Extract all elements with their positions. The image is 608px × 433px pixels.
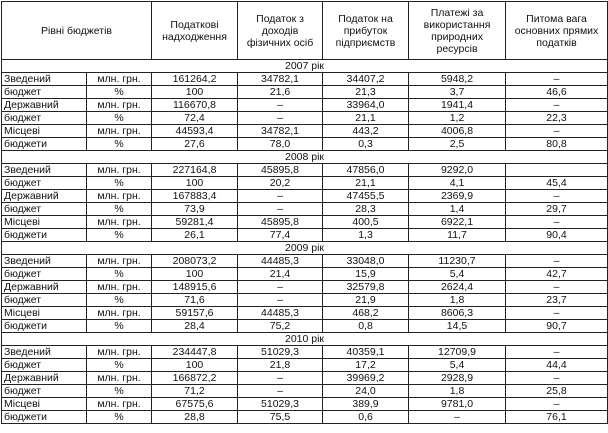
level-name-cell: Державний [2,372,87,385]
level-name-cell: бюджет [2,86,87,99]
year-label: 2009 рік [2,242,608,255]
level-name-cell: Зведений [2,255,87,268]
header-levels: Рівні бюджетів [2,2,152,60]
tax-revenue-cell: 148915,6 [152,281,238,294]
tax-revenue-cell: 73,9 [152,203,238,216]
direct-tax-share-cell: 90,7 [506,320,608,333]
resource-payments-cell: 1,4 [409,203,506,216]
year-row [2,60,608,73]
direct-tax-share-cell: – [506,346,608,359]
corporate-profit-tax-cell: 468,2 [323,307,409,320]
table-row [2,216,608,229]
resource-payments-cell: 2369,9 [409,190,506,203]
header-row [2,2,608,60]
direct-tax-share-cell: 76,1 [506,411,608,424]
direct-tax-share-cell: – [506,307,608,320]
direct-tax-share-cell: 25,8 [506,385,608,398]
year-row [2,242,608,255]
unit-cell: % [87,411,152,424]
unit-cell: млн. грн. [87,125,152,138]
corporate-profit-tax-cell: 34407,2 [323,73,409,86]
resource-payments-cell: 11,7 [409,229,506,242]
resource-payments-cell: 5948,2 [409,73,506,86]
resource-payments-cell: – [409,411,506,424]
level-name-cell: Державний [2,281,87,294]
table-row [2,73,608,86]
corporate-profit-tax-cell: 21,1 [323,112,409,125]
unit-cell: % [87,320,152,333]
direct-tax-share-cell: 45,4 [506,177,608,190]
table-row [2,177,608,190]
table-row [2,86,608,99]
corporate-profit-tax-cell: 33048,0 [323,255,409,268]
header-tax-revenue: Податкові надходження [152,2,238,60]
table-row [2,307,608,320]
tax-revenue-cell: 167883,4 [152,190,238,203]
level-name-cell: Зведений [2,346,87,359]
personal-income-tax-cell: 45895,8 [238,216,323,229]
corporate-profit-tax-cell: 443,2 [323,125,409,138]
unit-cell: млн. грн. [87,73,152,86]
direct-tax-share-cell: – [506,216,608,229]
level-name-cell: Зведений [2,164,87,177]
resource-payments-cell: 1,2 [409,112,506,125]
tax-revenue-cell: 161264,2 [152,73,238,86]
corporate-profit-tax-cell: 24,0 [323,385,409,398]
tax-revenue-cell: 100 [152,177,238,190]
direct-tax-share-cell: – [506,255,608,268]
direct-tax-share-cell: – [506,398,608,411]
unit-cell: млн. грн. [87,307,152,320]
corporate-profit-tax-cell: 47856,0 [323,164,409,177]
corporate-profit-tax-cell: 33964,0 [323,99,409,112]
resource-payments-cell: 9781,0 [409,398,506,411]
level-name-cell: Державний [2,190,87,203]
table-row [2,346,608,359]
tax-revenue-cell: 234447,8 [152,346,238,359]
year-row [2,151,608,164]
corporate-profit-tax-cell: 21,1 [323,177,409,190]
level-name-cell: Місцеві [2,398,87,411]
tax-revenue-cell: 26,1 [152,229,238,242]
tax-revenue-cell: 59157,6 [152,307,238,320]
resource-payments-cell: 11230,7 [409,255,506,268]
corporate-profit-tax-cell: 400,5 [323,216,409,229]
tax-revenue-cell: 71,2 [152,385,238,398]
header-resource-payments: Платежі за використання природних ресурсів [409,2,506,60]
personal-income-tax-cell: 78,0 [238,138,323,151]
table-row [2,138,608,151]
corporate-profit-tax-cell: 28,3 [323,203,409,216]
personal-income-tax-cell: – [238,190,323,203]
direct-tax-share-cell: 80,8 [506,138,608,151]
corporate-profit-tax-cell: 0,8 [323,320,409,333]
tax-revenue-cell: 71,6 [152,294,238,307]
resource-payments-cell: 5,4 [409,359,506,372]
level-name-cell: Місцеві [2,125,87,138]
personal-income-tax-cell: 45895,8 [238,164,323,177]
level-name-cell: бюджет [2,268,87,281]
personal-income-tax-cell: 75,5 [238,411,323,424]
direct-tax-share-cell: 29,7 [506,203,608,216]
table-body [2,60,608,424]
unit-cell: % [87,268,152,281]
corporate-profit-tax-cell: 21,9 [323,294,409,307]
year-label: 2010 рік [2,333,608,346]
unit-cell: млн. грн. [87,164,152,177]
personal-income-tax-cell: 34782,1 [238,125,323,138]
tax-revenue-cell: 44593,4 [152,125,238,138]
resource-payments-cell: 1,8 [409,294,506,307]
corporate-profit-tax-cell: 21,3 [323,86,409,99]
personal-income-tax-cell: – [238,385,323,398]
level-name-cell: бюджети [2,138,87,151]
corporate-profit-tax-cell: 40359,1 [323,346,409,359]
unit-cell: % [87,203,152,216]
level-name-cell: Місцеві [2,307,87,320]
direct-tax-share-cell: 22,3 [506,112,608,125]
header-personal-income-tax: Податок з доходів фізичних осіб [238,2,323,60]
level-name-cell: бюджет [2,359,87,372]
unit-cell: % [87,177,152,190]
corporate-profit-tax-cell: 39969,2 [323,372,409,385]
unit-cell: млн. грн. [87,372,152,385]
budget-tax-table [1,1,608,424]
tax-revenue-cell: 100 [152,268,238,281]
unit-cell: млн. грн. [87,216,152,229]
table-row [2,372,608,385]
direct-tax-share-cell: 90,4 [506,229,608,242]
corporate-profit-tax-cell: 0,6 [323,411,409,424]
tax-revenue-cell: 28,8 [152,411,238,424]
resource-payments-cell: 2624,4 [409,281,506,294]
unit-cell: млн. грн. [87,281,152,294]
personal-income-tax-cell: – [238,112,323,125]
level-name-cell: бюджет [2,177,87,190]
unit-cell: % [87,138,152,151]
personal-income-tax-cell: – [238,294,323,307]
table-row [2,411,608,424]
unit-cell: % [87,229,152,242]
unit-cell: млн. грн. [87,99,152,112]
table-row [2,99,608,112]
personal-income-tax-cell: 75,2 [238,320,323,333]
tax-revenue-cell: 116670,8 [152,99,238,112]
table-row [2,125,608,138]
table-row [2,112,608,125]
unit-cell: млн. грн. [87,255,152,268]
direct-tax-share-cell: – [506,190,608,203]
personal-income-tax-cell: 21,4 [238,268,323,281]
corporate-profit-tax-cell: 32579,8 [323,281,409,294]
level-name-cell: Місцеві [2,216,87,229]
table-row [2,229,608,242]
corporate-profit-tax-cell: 15,9 [323,268,409,281]
corporate-profit-tax-cell: 17,2 [323,359,409,372]
tax-revenue-cell: 100 [152,359,238,372]
corporate-profit-tax-cell: 47455,5 [323,190,409,203]
resource-payments-cell: 1,8 [409,385,506,398]
resource-payments-cell: 4006,8 [409,125,506,138]
table-row [2,385,608,398]
resource-payments-cell: 1941,4 [409,99,506,112]
tax-revenue-cell: 227164,8 [152,164,238,177]
tax-revenue-cell: 72,4 [152,112,238,125]
personal-income-tax-cell: 34782,1 [238,73,323,86]
level-name-cell: бюджети [2,229,87,242]
direct-tax-share-cell: 46,6 [506,86,608,99]
direct-tax-share-cell: 23,7 [506,294,608,307]
year-label: 2008 рік [2,151,608,164]
corporate-profit-tax-cell: 1,3 [323,229,409,242]
level-name-cell: бюджети [2,320,87,333]
table-row [2,255,608,268]
corporate-profit-tax-cell: 0,3 [323,138,409,151]
unit-cell: % [87,86,152,99]
personal-income-tax-cell: 21,8 [238,359,323,372]
personal-income-tax-cell: 51029,3 [238,398,323,411]
resource-payments-cell: 3,7 [409,86,506,99]
year-label: 2007 рік [2,60,608,73]
personal-income-tax-cell: 77,4 [238,229,323,242]
level-name-cell: бюджет [2,112,87,125]
resource-payments-cell: 9292,0 [409,164,506,177]
table-row [2,294,608,307]
personal-income-tax-cell: – [238,281,323,294]
tax-revenue-cell: 67575,6 [152,398,238,411]
resource-payments-cell: 2928,9 [409,372,506,385]
table-row [2,281,608,294]
personal-income-tax-cell: 51029,3 [238,346,323,359]
tax-revenue-cell: 100 [152,86,238,99]
table-row [2,164,608,177]
direct-tax-share-cell: – [506,372,608,385]
direct-tax-share-cell: 42,7 [506,268,608,281]
personal-income-tax-cell: 20,2 [238,177,323,190]
direct-tax-share-cell: – [506,99,608,112]
personal-income-tax-cell: 44485,3 [238,307,323,320]
direct-tax-share-cell: – [506,125,608,138]
level-name-cell: бюджети [2,411,87,424]
table-row [2,359,608,372]
resource-payments-cell: 14,5 [409,320,506,333]
resource-payments-cell: 12709,9 [409,346,506,359]
unit-cell: % [87,359,152,372]
direct-tax-share-cell: – [506,73,608,86]
table-row [2,268,608,281]
unit-cell: млн. грн. [87,190,152,203]
personal-income-tax-cell: – [238,203,323,216]
resource-payments-cell: 8606,3 [409,307,506,320]
unit-cell: % [87,294,152,307]
resource-payments-cell: 2,5 [409,138,506,151]
personal-income-tax-cell: 21,6 [238,86,323,99]
personal-income-tax-cell: – [238,99,323,112]
tax-revenue-cell: 208073,2 [152,255,238,268]
table-row [2,398,608,411]
header-direct-tax-share: Питома вага основних прямих податків [506,2,608,60]
resource-payments-cell: 6922,1 [409,216,506,229]
direct-tax-share-cell: – [506,281,608,294]
level-name-cell: Державний [2,99,87,112]
tax-revenue-cell: 59281,4 [152,216,238,229]
direct-tax-share-cell: 44,4 [506,359,608,372]
resource-payments-cell: 5,4 [409,268,506,281]
tax-revenue-cell: 28,4 [152,320,238,333]
unit-cell: % [87,112,152,125]
unit-cell: млн. грн. [87,346,152,359]
unit-cell: % [87,385,152,398]
level-name-cell: бюджет [2,385,87,398]
corporate-profit-tax-cell: 389,9 [323,398,409,411]
unit-cell: млн. грн. [87,398,152,411]
tax-revenue-cell: 166872,2 [152,372,238,385]
level-name-cell: Зведений [2,73,87,86]
resource-payments-cell: 4,1 [409,177,506,190]
level-name-cell: бюджет [2,203,87,216]
personal-income-tax-cell: – [238,372,323,385]
table-row [2,320,608,333]
table-row [2,203,608,216]
tax-revenue-cell: 27,6 [152,138,238,151]
direct-tax-share-cell [506,164,608,177]
header-corporate-profit-tax: Податок на прибуток підприємств [323,2,409,60]
year-row [2,333,608,346]
personal-income-tax-cell: 44485,3 [238,255,323,268]
table-row [2,190,608,203]
level-name-cell: бюджет [2,294,87,307]
